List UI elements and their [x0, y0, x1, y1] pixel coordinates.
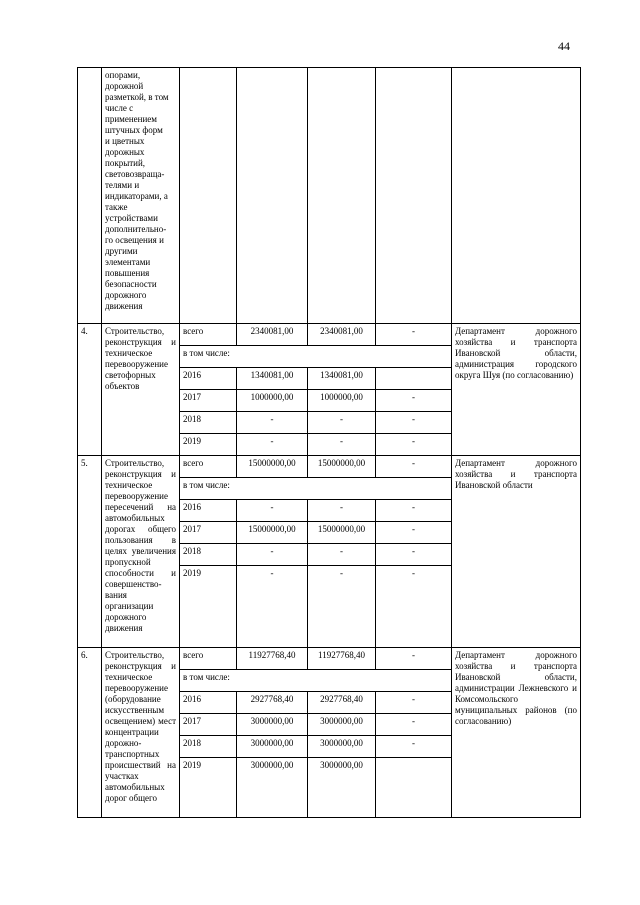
empty-cell — [452, 68, 581, 324]
empty-cell — [180, 68, 237, 324]
year-value — [376, 758, 452, 818]
year-value: - — [376, 736, 452, 758]
total-value: 2340081,00 — [308, 324, 376, 346]
total-value: 11927768,40 — [237, 648, 308, 670]
name-line: опорами, — [105, 70, 141, 80]
name-line: дорожных — [105, 147, 145, 157]
name-line: движения — [105, 301, 143, 311]
year-value: - — [237, 412, 308, 434]
year-value: 3000000,00 — [237, 714, 308, 736]
continuation-row — [78, 68, 581, 324]
total-value: 15000000,00 — [308, 456, 376, 478]
year-value: - — [376, 522, 452, 544]
year-value: 3000000,00 — [237, 736, 308, 758]
name-line: штучных форм — [105, 125, 163, 135]
name-line: го освещения и — [105, 235, 164, 245]
year-value: - — [237, 566, 308, 648]
year-value: - — [237, 500, 308, 522]
department-cell: Департамент дорожного хозяйства и транспорта Ивановской области, администрация городского округа Шуя (по согласованию) — [452, 324, 581, 456]
year-value: - — [237, 434, 308, 456]
name-line: числе с — [105, 103, 134, 113]
year-label: 2019 — [180, 758, 237, 818]
year-value: 3000000,00 — [308, 736, 376, 758]
name-line: покрытий, — [105, 158, 146, 168]
including-label: в том числе: — [180, 478, 452, 500]
department-cell: Департамент дорожного хозяйства и транспорта Ивановской области — [452, 456, 581, 648]
year-value: - — [308, 500, 376, 522]
name-line: световозвраща- — [105, 169, 165, 179]
row-number-cell — [78, 68, 102, 324]
row-number: 5. — [78, 456, 102, 648]
measure-name: Строительство, реконструкция и техническое перевооружение светофорных объектов — [102, 324, 180, 456]
year-value: - — [376, 714, 452, 736]
program-table — [77, 67, 581, 818]
including-label: в том числе: — [180, 670, 452, 692]
name-line: другими — [105, 246, 138, 256]
measure-name: Строительство, реконструкция и техническое перевооружение (оборудование искусственным освещением) мест концентрации дорожно-транспортных происшествий на участках автомобильных дорог общего — [102, 648, 180, 818]
total-label: всего — [180, 456, 237, 478]
measure-row-5-total — [78, 456, 581, 478]
total-label: всего — [180, 648, 237, 670]
name-line: разметкой, в том — [105, 92, 169, 102]
year-label: 2017 — [180, 522, 237, 544]
year-value: - — [376, 566, 452, 648]
total-value: - — [376, 324, 452, 346]
name-line: безопасности — [105, 279, 157, 289]
year-value: 1340081,00 — [237, 368, 308, 390]
measure-row-6-total — [78, 648, 581, 670]
name-line: дорожной — [105, 81, 144, 91]
year-value: - — [376, 434, 452, 456]
year-value: - — [376, 390, 452, 412]
name-line: повышения — [105, 268, 150, 278]
year-label: 2019 — [180, 566, 237, 648]
name-line: дорожного — [105, 290, 147, 300]
name-line: устройствами — [105, 213, 158, 223]
name-line: элементами — [105, 257, 151, 267]
empty-cell — [376, 68, 452, 324]
measure-name-continuation — [102, 68, 180, 324]
year-value — [376, 368, 452, 390]
year-label: 2017 — [180, 390, 237, 412]
year-value: 1000000,00 — [308, 390, 376, 412]
total-value: 15000000,00 — [237, 456, 308, 478]
total-value: 2340081,00 — [237, 324, 308, 346]
total-value: - — [376, 648, 452, 670]
year-value: 1340081,00 — [308, 368, 376, 390]
page-number: 44 — [558, 39, 570, 53]
name-line: и цветных — [105, 136, 145, 146]
year-label: 2018 — [180, 736, 237, 758]
year-label: 2019 — [180, 434, 237, 456]
year-value: - — [376, 544, 452, 566]
year-value: - — [308, 544, 376, 566]
year-value: - — [308, 412, 376, 434]
empty-cell — [308, 68, 376, 324]
year-value: 15000000,00 — [237, 522, 308, 544]
year-value: - — [376, 692, 452, 714]
measure-name: Строительство, реконструкция и техническое перевооружение пересечений на автомобильных дорогах общего пользования в целях увеличения пропускной способности и совершенство-вания организации дорожного движения — [102, 456, 180, 648]
total-value: - — [376, 456, 452, 478]
name-line: индикаторами, а — [105, 191, 168, 201]
year-value: 3000000,00 — [237, 758, 308, 818]
name-line: телями и — [105, 180, 140, 190]
year-value: 1000000,00 — [237, 390, 308, 412]
row-number: 4. — [78, 324, 102, 456]
year-value: - — [376, 412, 452, 434]
name-line: также — [105, 202, 128, 212]
year-value: 2927768,40 — [308, 692, 376, 714]
year-value: 2927768,40 — [237, 692, 308, 714]
total-value: 11927768,40 — [308, 648, 376, 670]
measure-row-4-total — [78, 324, 581, 346]
year-value: - — [308, 566, 376, 648]
name-line: дополнительно- — [105, 224, 167, 234]
year-label: 2016 — [180, 500, 237, 522]
year-label: 2016 — [180, 692, 237, 714]
name-line: применением — [105, 114, 157, 124]
year-label: 2018 — [180, 544, 237, 566]
row-number: 6. — [78, 648, 102, 818]
department-cell: Департамент дорожного хозяйства и транспорта Ивановской области, администрации Лежневского и Комсомольского муниципальных районов (по согласованию) — [452, 648, 581, 818]
including-label: в том числе: — [180, 346, 452, 368]
year-label: 2017 — [180, 714, 237, 736]
empty-cell — [237, 68, 308, 324]
year-label: 2018 — [180, 412, 237, 434]
year-value: - — [308, 434, 376, 456]
year-value: - — [237, 544, 308, 566]
year-value: - — [376, 500, 452, 522]
year-value: 3000000,00 — [308, 758, 376, 818]
year-label: 2016 — [180, 368, 237, 390]
total-label: всего — [180, 324, 237, 346]
year-value: 3000000,00 — [308, 714, 376, 736]
year-value: 15000000,00 — [308, 522, 376, 544]
